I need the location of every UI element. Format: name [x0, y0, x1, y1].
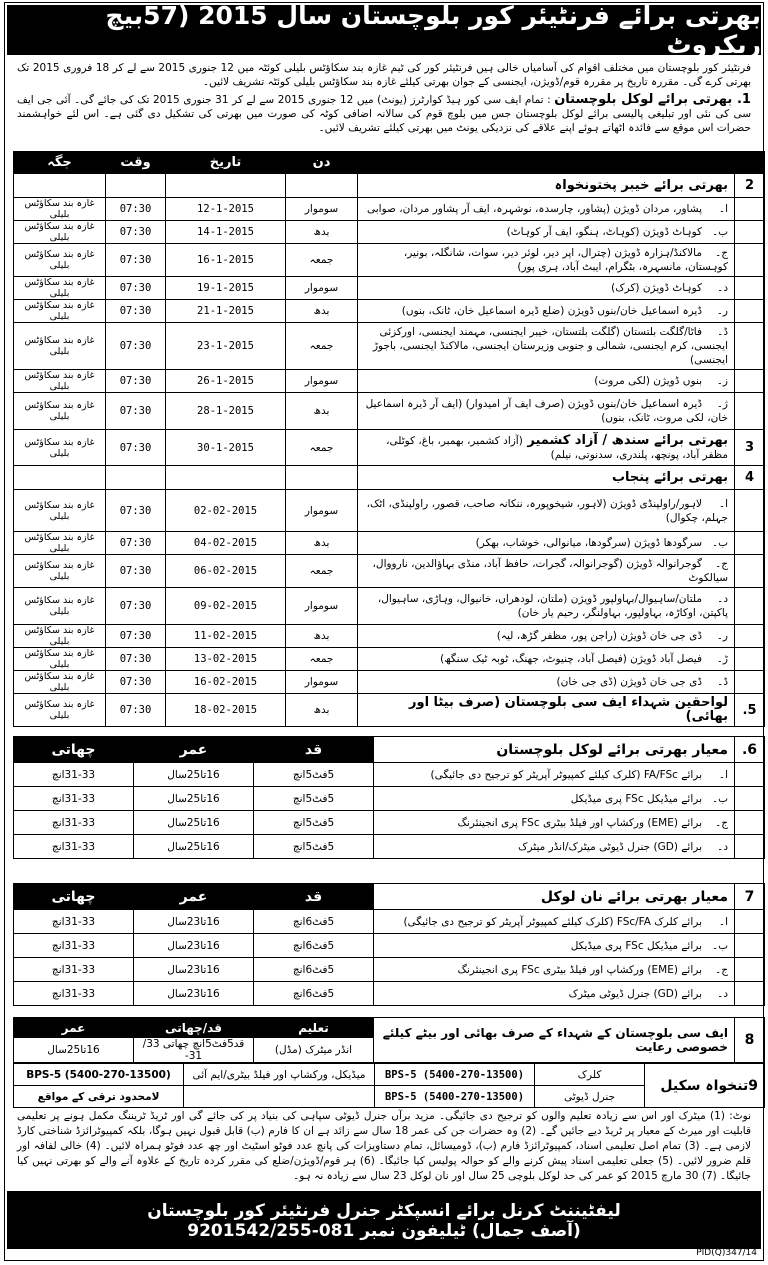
cell-date: 09-02-2015 — [166, 588, 286, 625]
pay-scale2: لامحدود ترقی کے مواقع — [14, 1086, 184, 1108]
division-cell — [358, 370, 735, 393]
header-place: جگہ — [14, 152, 106, 174]
banner-title: بھرتی برائے فرنٹیئر کور بلوچستان سال 2015 (57بیچ ریکروٹ — [105, 1, 761, 59]
criteria-age: 16تا25سال — [134, 811, 254, 835]
criteria-height: 5فٹ5انچ — [254, 835, 374, 859]
cell-date: 06-02-2015 — [166, 555, 286, 588]
cell-time: 07:30 — [106, 323, 166, 370]
criteria-height: 5فٹ6انچ — [254, 982, 374, 1006]
section-number: 5. — [735, 694, 765, 727]
schedule-row — [14, 625, 765, 648]
cell-time: 07:30 — [106, 588, 166, 625]
section-blank-time — [106, 174, 166, 198]
cell-time: 07:30 — [106, 694, 166, 727]
schedule-row — [14, 244, 765, 277]
division-text: گوجرانوالہ ڈویژن (گوجرانوالہ، گجرات، حافظ آباد، منڈی بہاؤالدین، نارووال، سیالکوٹ — [372, 558, 728, 584]
row-label: ا۔ — [718, 497, 728, 510]
cell-day: سوموار — [286, 671, 358, 694]
section-title-cell — [358, 430, 735, 466]
division-cell — [358, 323, 735, 370]
cell-time: 07:30 — [106, 490, 166, 532]
schedule-row — [14, 555, 765, 588]
martyrs-title: ایف سی بلوچستان کے شہداء کے صرف بھائی اور بیٹے کیلئے خصوصی رعایت — [374, 1018, 735, 1063]
schedule-row — [14, 198, 765, 221]
pay-post2 — [184, 1086, 375, 1108]
cell-day: بدھ — [286, 694, 358, 727]
criteria-age: 16تا25سال — [134, 835, 254, 859]
division-cell — [358, 671, 735, 694]
section-number: 4 — [735, 466, 765, 490]
criteria-row — [14, 835, 765, 859]
cell-time: 07:30 — [106, 555, 166, 588]
cell-date: 16-02-2015 — [166, 671, 286, 694]
cell-time: 07:30 — [106, 277, 166, 300]
cell-time: 07:30 — [106, 300, 166, 323]
criteria-nonlocal-table — [13, 883, 765, 1006]
cell-time: 07:30 — [106, 221, 166, 244]
criteria-number: 6. — [735, 737, 765, 763]
criteria-height: 5فٹ6انچ — [254, 958, 374, 982]
criteria-height: 5فٹ5انچ — [254, 763, 374, 787]
criteria-row — [14, 982, 765, 1006]
row-label: ب۔ — [711, 792, 728, 805]
criteria-text: برائے (GD) جنرل ڈیوٹی میٹرک — [568, 987, 702, 1000]
criteria-text-cell — [374, 910, 735, 934]
schedule-row — [14, 221, 765, 244]
section-number: 2 — [735, 174, 765, 198]
cell-day: بدھ — [286, 625, 358, 648]
criteria-chest: 31-33انچ — [14, 934, 134, 958]
criteria-row — [14, 787, 765, 811]
cell-time: 07:30 — [106, 244, 166, 277]
criteria-text: برائے میڈیکل FSc پری میڈیکل — [570, 792, 702, 805]
cell-day: بدھ — [286, 393, 358, 430]
schedule-header-row — [14, 152, 765, 174]
division-cell — [358, 588, 735, 625]
pay-title-cell — [645, 1064, 765, 1108]
criteria-title: معیار بھرتی برائے لوکل بلوچستان — [374, 737, 735, 763]
cell-day: سوموار — [286, 490, 358, 532]
division-text: ڈیرہ اسماعیل خان/بنوں ڈویژن (صرف ایف آر امیدوار) (ایف آر ڈیرہ اسماعیل خان، لکی مروت، ٹانک، بنوں) — [365, 398, 728, 424]
division-cell — [358, 555, 735, 588]
pay-post: کلرک — [535, 1064, 645, 1086]
cell-time: 07:30 — [106, 671, 166, 694]
cell-date: 19-1-2015 — [166, 277, 286, 300]
cell-place: غازہ بند سکاؤٹس بلیلی — [14, 198, 106, 221]
footer-line1: لیفٹیننٹ کرنل برائے انسپکٹر جنرل فرنٹیئر کور بلوچستان — [147, 1200, 621, 1221]
header-day: دن — [286, 152, 358, 174]
row-blank — [735, 787, 765, 811]
criteria-number: 7 — [735, 884, 765, 910]
section-blank-day — [286, 466, 358, 490]
cell-date: 14-1-2015 — [166, 221, 286, 244]
schedule-row — [14, 393, 765, 430]
division-text: فیصل آباد ڈویژن (فیصل آباد، چنیوٹ، جھنگ، ٹوبہ ٹیک سنگھ) — [440, 653, 702, 665]
cell-date: 02-02-2015 — [166, 490, 286, 532]
criteria-age: 16تا25سال — [134, 763, 254, 787]
row-blank — [735, 532, 765, 555]
cell-place: غازہ بند سکاؤٹس بلیلی — [14, 648, 106, 671]
schedule-row — [14, 671, 765, 694]
criteria-text-cell — [374, 811, 735, 835]
schedule-row — [14, 490, 765, 532]
row-label: د۔ — [717, 593, 728, 605]
criteria-age: 16تا23سال — [134, 934, 254, 958]
local-recruitment-text: : تمام ایف سی کور ہیڈ کوارٹرز (یونٹ) میں 12 جنوری 2015 سے لے کر 31 جنوری 2015 تک کی جائے گی۔ آئی جی ایف سی کی نئی اور تبلیغی پالیسی برائے لوکل بلوچستان جس میں بلوچ قوم کی سالانہ اضافی کوٹہ کی صورت میں بھرتی کی تشکیل دی گئی ہے۔ اس لئے خواہشمند حضرات اس موقع سے فائدہ اٹھاتے ہوئے اپنے علاقے کی نزدیکی یونٹ میں بھرتی کیلئے تشریف لائیں۔ — [17, 94, 751, 134]
row-blank — [735, 648, 765, 671]
row-blank — [735, 982, 765, 1006]
cell-date: 18-02-2015 — [166, 694, 286, 727]
cell-place: غازہ بند سکاؤٹس بلیلی — [14, 221, 106, 244]
division-cell — [358, 244, 735, 277]
criteria-title-row — [14, 884, 765, 910]
criteria-chest: 31-33انچ — [14, 982, 134, 1006]
row-label: د۔ — [717, 987, 728, 1000]
schedule-row — [14, 370, 765, 393]
row-blank — [735, 370, 765, 393]
schedule-row — [14, 694, 765, 727]
criteria-chest: 31-33انچ — [14, 763, 134, 787]
cell-date: 21-1-2015 — [166, 300, 286, 323]
row-label: ب۔ — [711, 226, 728, 238]
cell-day: بدھ — [286, 221, 358, 244]
criteria-header-height: قد — [254, 737, 374, 763]
cell-day: جمعہ — [286, 430, 358, 466]
section-blank-day — [286, 174, 358, 198]
intro-paragraph: فرنٹیئر کور بلوچستان میں مختلف اقوام کی آسامیاں خالی ہیں فرنٹیئر کور کی ٹیم غازہ بند سکاؤٹس بلیلی کوئٹہ میں 12 جنوری 2015 سے لے کر 18 فروری 2015 تک بھرتی کرے گی۔ مقررہ تاریخ پر مقررہ قوم/ڈویژن، ایجنسی کے جوان بھرتی کیلئے غازہ بند سکاؤٹس بلیلی کوئٹہ تشریف لائیں۔ — [17, 62, 751, 88]
division-cell — [358, 300, 735, 323]
criteria-local-table — [13, 736, 765, 859]
martyrs-header-education: تعلیم — [254, 1018, 374, 1038]
criteria-text: برائے (GD) جنرل ڈیوٹی میٹرک/انڈر میٹرک — [518, 840, 702, 853]
division-text: فاٹا/گلگت بلتستان (گلگت بلتستان، خیبر ایجنسی، مہمند ایجنسی، اورکزئی ایجنسی، کرم ایجنسی، شمالی و جنوبی وزیرستان ایجنسی، مالاکنڈ ایجنسی، باجوڑ ایجنسی) — [372, 326, 728, 366]
cell-time: 07:30 — [106, 393, 166, 430]
cell-place: غازہ بند سکاؤٹس بلیلی — [14, 490, 106, 532]
division-text: ڈی جی خان ڈویژن (راجن پور، مظفر گڑھ، لیہ) — [496, 630, 702, 642]
cell-date: 16-1-2015 — [166, 244, 286, 277]
criteria-text-cell — [374, 982, 735, 1006]
row-blank — [735, 910, 765, 934]
row-label: ج۔ — [715, 816, 728, 829]
row-label: ڈ۔ — [717, 676, 728, 688]
row-blank — [735, 763, 765, 787]
martyrs-age: 16تا25سال — [14, 1038, 134, 1063]
cell-place: غازہ بند سکاؤٹس بلیلی — [14, 370, 106, 393]
row-label: ج۔ — [715, 963, 728, 976]
row-label: ج۔ — [715, 247, 728, 259]
division-text: بنوں ڈویژن (لکی مروت) — [594, 375, 702, 387]
division-text: ملتان/ساہیوال/بہاولپور ڈویژن (ملتان، لودھراں، خانیوال، وہاڑی، ساہیوال، پاکپتن، اوکاڑہ، بہاولپور، بہاولنگر، رحیم یار خان) — [377, 593, 728, 619]
criteria-text: برائے میڈیکل FSc پری میڈیکل — [570, 939, 702, 952]
section-blank-date — [166, 466, 286, 490]
criteria-text: برائے (EME) ورکشاپ اور فیلڈ بیٹری FSc پری انجینئرنگ — [457, 816, 702, 829]
criteria-row — [14, 910, 765, 934]
row-blank — [735, 835, 765, 859]
cell-day: جمعہ — [286, 244, 358, 277]
cell-date: 12-1-2015 — [166, 198, 286, 221]
intro-section — [17, 61, 751, 135]
cell-time: 07:30 — [106, 370, 166, 393]
schedule-row — [14, 532, 765, 555]
criteria-height: 5فٹ5انچ — [254, 787, 374, 811]
martyrs-title-row — [14, 1018, 765, 1038]
pay-scale: BPS-5 (5400-270-13500) — [375, 1064, 535, 1086]
cell-place: غازہ بند سکاؤٹس بلیلی — [14, 244, 106, 277]
cell-place: غازہ بند سکاؤٹس بلیلی — [14, 555, 106, 588]
criteria-text: برائے کلرک FSc/FA (کلرک کیلئے کمپیوٹر آپریٹر کو ترجیح دی جائیگی) — [403, 915, 702, 928]
criteria-header-age: عمر — [134, 884, 254, 910]
division-cell — [358, 277, 735, 300]
row-blank — [735, 277, 765, 300]
criteria-text: برائے (EME) ورکشاپ اور فیلڈ بیٹری FSc پری انجینئرنگ — [457, 963, 702, 976]
division-text: پشاور، مردان ڈویژن (پشاور، چارسدہ، نوشہرہ، ایف آر پشاور مردان، صوابی — [366, 203, 702, 215]
criteria-header-age: عمر — [134, 737, 254, 763]
criteria-header-chest: چھاتی — [14, 884, 134, 910]
cell-place: غازہ بند سکاؤٹس بلیلی — [14, 532, 106, 555]
cell-date: 26-1-2015 — [166, 370, 286, 393]
martyrs-header-age: عمر — [14, 1018, 134, 1038]
section-blank-time — [106, 466, 166, 490]
criteria-title-row — [14, 737, 765, 763]
row-label: ا۔ — [718, 915, 728, 928]
schedule-row — [14, 430, 765, 466]
row-label: ب۔ — [711, 939, 728, 952]
cell-place: غازہ بند سکاؤٹس بلیلی — [14, 300, 106, 323]
footer-banner — [7, 1191, 761, 1249]
cell-day: جمعہ — [286, 323, 358, 370]
header-date: تاریخ — [166, 152, 286, 174]
criteria-row — [14, 811, 765, 835]
cell-place: غازہ بند سکاؤٹس بلیلی — [14, 671, 106, 694]
footer-line2: (آصف جمال) ٹیلیفون نمبر 081-9201542/255 — [187, 1220, 581, 1241]
cell-date: 13-02-2015 — [166, 648, 286, 671]
row-label: ا۔ — [718, 768, 728, 781]
row-blank — [735, 625, 765, 648]
cell-date: 11-02-2015 — [166, 625, 286, 648]
row-blank — [735, 490, 765, 532]
division-cell — [358, 648, 735, 671]
schedule-row — [14, 648, 765, 671]
cell-date: 30-1-2015 — [166, 430, 286, 466]
criteria-age: 16تا23سال — [134, 982, 254, 1006]
cell-day: سوموار — [286, 588, 358, 625]
section-blank-place — [14, 174, 106, 198]
martyrs-header-height_chest: قد/چھاتی — [134, 1018, 254, 1038]
row-blank — [735, 934, 765, 958]
pay-scale2: BPS-5 (5400-270-13500) — [14, 1064, 184, 1086]
criteria-height: 5فٹ6انچ — [254, 934, 374, 958]
row-label: ر۔ — [716, 305, 728, 317]
section-title: بھرتی برائے خیبر پختونخواہ — [358, 174, 735, 198]
row-blank — [735, 221, 765, 244]
row-blank — [735, 323, 765, 370]
martyrs-table — [13, 1017, 765, 1063]
criteria-height: 5فٹ6انچ — [254, 910, 374, 934]
criteria-chest: 31-33انچ — [14, 811, 134, 835]
row-blank — [735, 555, 765, 588]
division-text: کوہاٹ ڈویژن (کرک) — [611, 282, 702, 294]
section-header-row — [14, 466, 765, 490]
cell-date: 28-1-2015 — [166, 393, 286, 430]
row-label: د۔ — [717, 282, 728, 294]
cell-day: سوموار — [286, 277, 358, 300]
cell-time: 07:30 — [106, 198, 166, 221]
cell-day: سوموار — [286, 370, 358, 393]
row-blank — [735, 198, 765, 221]
schedule-row — [14, 300, 765, 323]
criteria-text-cell — [374, 958, 735, 982]
row-blank — [735, 588, 765, 625]
cell-place: غازہ بند سکاؤٹس بلیلی — [14, 430, 106, 466]
section-blank-place — [14, 466, 106, 490]
schedule-row — [14, 588, 765, 625]
cell-date: 23-1-2015 — [166, 323, 286, 370]
pay-scale: BPS-5 (5400-270-13500) — [375, 1086, 535, 1108]
row-blank — [735, 300, 765, 323]
notes-section — [17, 1109, 751, 1184]
division-text: لاہور/راولپنڈی ڈویژن (لاہور، شیخوپورہ، ننکانہ صاحب، قصور، راولپنڈی، اٹک، جہلم، چکوال) — [366, 497, 728, 524]
section-title-extra: (آزاد کشمیر، بھمبر، باغ، کوٹلی، مظفر آباد، پونچھ، پلندری، سدنوتی، نیلم) — [386, 434, 728, 461]
criteria-title: معیار بھرتی برائے نان لوکل — [374, 884, 735, 910]
cell-day: بدھ — [286, 532, 358, 555]
criteria-row — [14, 763, 765, 787]
cell-day: جمعہ — [286, 555, 358, 588]
martyrs-height_chest: قد5فٹ5انچ چھاتی 33/ 31- — [134, 1038, 254, 1063]
local-recruitment-title: 1. بھرتی برائے لوکل بلوچستان — [554, 92, 751, 107]
criteria-text-cell — [374, 835, 735, 859]
martyrs-number: 8 — [735, 1018, 765, 1063]
division-cell — [358, 625, 735, 648]
row-blank — [735, 811, 765, 835]
row-blank — [735, 958, 765, 982]
section-number: 3 — [735, 430, 765, 466]
cell-time: 07:30 — [106, 625, 166, 648]
division-text: کوہاٹ ڈویژن (کوہاٹ، ہنگو، ایف آر کوہاٹ) — [506, 226, 702, 238]
pay-scale-table — [13, 1063, 765, 1108]
cell-place: غازہ بند سکاؤٹس بلیلی — [14, 277, 106, 300]
row-label: ر۔ — [716, 630, 728, 642]
criteria-age: 16تا25سال — [134, 787, 254, 811]
row-label: ڑ۔ — [716, 653, 728, 665]
criteria-chest: 31-33انچ — [14, 787, 134, 811]
schedule-row — [14, 277, 765, 300]
row-label: ز۔ — [716, 375, 728, 387]
pid-code: PID(Q)347/14 — [696, 1248, 757, 1258]
criteria-row — [14, 934, 765, 958]
title-banner — [7, 1, 761, 59]
division-cell — [358, 198, 735, 221]
cell-place: غازہ بند سکاؤٹس بلیلی — [14, 588, 106, 625]
criteria-chest: 31-33انچ — [14, 958, 134, 982]
cell-place: غازہ بند سکاؤٹس بلیلی — [14, 323, 106, 370]
division-text: مالاکنڈ/ہزارہ ڈویژن (چترال، اپر دیر، لوئر دیر، سوات، شانگلہ، بونیر، کوہستان، مانسہرہ، بٹگرام، ایبٹ آباد، ہری پور) — [403, 247, 728, 273]
criteria-text-cell — [374, 934, 735, 958]
division-cell — [358, 393, 735, 430]
section-title: بھرتی برائے پنجاب — [358, 466, 735, 490]
division-cell — [358, 532, 735, 555]
cell-time: 07:30 — [106, 648, 166, 671]
notes-text: نوٹ: (1) میٹرک اور اس سے زیادہ تعلیم والوں کو ترجیح دی جائیگی۔ مزید برآں جنرل ڈیوٹی سپاہی کی بنیاد پر کی جائے گی اور ٹریڈ ٹریننگ مکمل ہونے پر تعلیمی قابلیت اور میرٹ کے معیار پر ٹریڈ دیے جائیں گے۔ (2) وہ حضرات جن کی عمر 18 سال سے زائد ہے ان کا فارم (ب) قابل قبول نہیں ہوگا، بلکہ کمپیوٹرائزڈ شناختی کارڈ لازمی ہے۔ (3) تمام اصل تعلیمی اسناد، کمپیوٹرائزڈ فارم (ب)، ڈومیسائل، تمام دستاویزات کی پانچ عدد فوٹو اسٹیٹ اور چھ عدد فوٹو ہمراہ لائیں۔ (4) خالی لفافہ اور قلم ضرور لائیں۔ (5) جعلی تعلیمی اسناد پیش کرنے والے کو حوالہ پولیس کیا جائیگا۔ (6) ہر قوم/ڈویژن/ضلع کی مقرر کردہ تاریخ کے علاوہ آنے والے کو بھرتی نہیں کیا جائیگا۔ (7) 30 مارچ 2015 کو عمر کی حد لوکل بلوچی 25 سال اور نان لوکل 23 سال سے زیادہ نہ ہو۔ — [17, 1110, 752, 1182]
pay-title: تنخواہ سکیل — [660, 1077, 749, 1094]
advertisement-frame — [4, 2, 764, 1261]
cell-day: جمعہ — [286, 648, 358, 671]
section-blank-date — [166, 174, 286, 198]
criteria-chest: 31-33انچ — [14, 910, 134, 934]
criteria-row — [14, 958, 765, 982]
row-blank — [735, 393, 765, 430]
section-title-cell — [358, 694, 735, 727]
cell-place: غازہ بند سکاؤٹس بلیلی — [14, 625, 106, 648]
criteria-height: 5فٹ5انچ — [254, 811, 374, 835]
row-label: ا۔ — [718, 203, 728, 215]
row-label: ج۔ — [715, 558, 728, 570]
criteria-header-chest: چھاتی — [14, 737, 134, 763]
cell-time: 07:30 — [106, 430, 166, 466]
criteria-age: 16تا23سال — [134, 910, 254, 934]
header-blank — [358, 152, 765, 174]
criteria-text-cell — [374, 787, 735, 811]
pay-number: 9 — [748, 1077, 758, 1094]
section-title: بھرتی برائے سندھ / آزاد کشمیر — [527, 432, 728, 448]
header-time: وقت — [106, 152, 166, 174]
row-blank — [735, 671, 765, 694]
pay-row — [14, 1064, 765, 1086]
pay-post: جنرل ڈیوٹی — [535, 1086, 645, 1108]
division-cell — [358, 221, 735, 244]
section-title: لواحقین شہداء ایف سی بلوچستان (صرف بیٹا اور بھائی) — [409, 695, 728, 724]
schedule-table — [13, 151, 765, 727]
criteria-age: 16تا23سال — [134, 958, 254, 982]
division-text: سرگودھا ڈویژن (سرگودھا، میانوالی، خوشاب، بھکر) — [475, 537, 702, 549]
cell-date: 04-02-2015 — [166, 532, 286, 555]
pay-post2: میڈیکل، ورکشاپ اور فیلڈ بیٹری/ایم آئی — [184, 1064, 375, 1086]
section-header-row — [14, 174, 765, 198]
local-recruitment-paragraph — [17, 93, 751, 135]
schedule-row — [14, 323, 765, 370]
martyrs-education: انڈر میٹرک (مڈل) — [254, 1038, 374, 1063]
criteria-chest: 31-33انچ — [14, 835, 134, 859]
cell-day: بدھ — [286, 300, 358, 323]
row-label: ژ۔ — [716, 398, 728, 410]
division-cell — [358, 490, 735, 532]
row-label: ڈ۔ — [717, 326, 728, 338]
cell-place: غازہ بند سکاؤٹس بلیلی — [14, 393, 106, 430]
criteria-text: برائے FA/FSc (کلرک کیلئے کمپیوٹر آپریٹر کو ترجیح دی جائیگی) — [430, 768, 702, 781]
cell-day: سوموار — [286, 198, 358, 221]
division-text: ڈی جی خان ڈویژن (ڈی جی خان) — [556, 676, 702, 688]
cell-time: 07:30 — [106, 532, 166, 555]
cell-place: غازہ بند سکاؤٹس بلیلی — [14, 694, 106, 727]
row-label: د۔ — [717, 840, 728, 853]
row-blank — [735, 244, 765, 277]
criteria-text-cell — [374, 763, 735, 787]
criteria-header-height: قد — [254, 884, 374, 910]
row-label: ب۔ — [711, 537, 728, 549]
division-text: ڈیرہ اسماعیل خان/بنوں ڈویژن (ضلع ڈیرہ اسماعیل خان، ٹانک، بنوں) — [401, 305, 702, 317]
